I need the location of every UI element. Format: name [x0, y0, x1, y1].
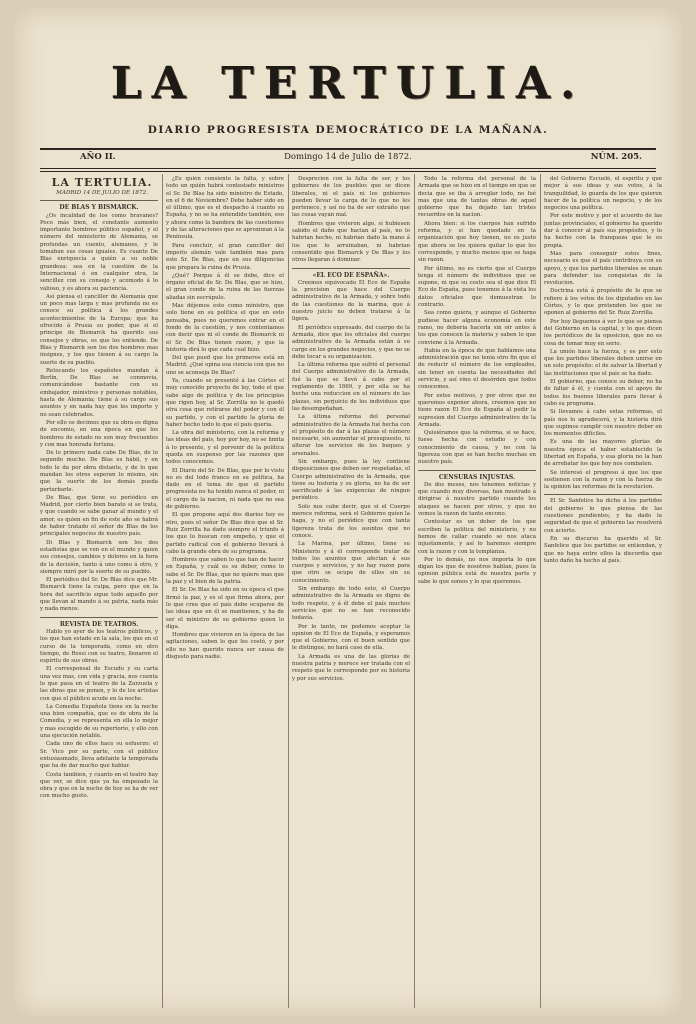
paragraph: Así piensa el canciller de Alemania que un poco mas larga y mas profunda no es conoce su política á los grandes acontecimientos de la Europa; que ha ofrecido á Prusia su poder, que si el principe de Bismarck ha querido sus consejos y obras, es que los entiende. De Blas y Bismarck son los dos hombres mas insignes, y los que tienen á su cargo la suerte de su pueblo.: [40, 293, 158, 366]
paragraph: El Sr. De Blas ha sido en su época el que firmó la paz, y es el que firma ahora, por lo que cree que el país debe ocuparse de las ideas que en él se mantienen, y ha de ser el ministro de su gobierno quien lo diga.: [166, 587, 284, 630]
article-title: REVISTA DE TEATROS.: [59, 620, 139, 628]
paragraph: Mas para conseguir estos fines, necesario es que el pais contribuya con su apoyo, y que los partidos liberales se unan para defender las conquistas de la revolucion.: [544, 250, 662, 287]
column-separator: [288, 174, 289, 1008]
paragraph: Hablo yo ayer de los teatros públicos, y los que han estado en la sala, los que en el curso de la temporada, como en otro tiempo, de Rossi con su teatro, llenaron el espíritu de sus obras.: [40, 628, 158, 665]
column-separator: [540, 174, 541, 1008]
article-title: «EL ECO DE ESPAÑA».: [312, 271, 390, 279]
dateline-rule-2: [40, 171, 656, 172]
paragraph: Sea como quiera, y aunque el Gobierno pudiese hacer alguna economía en este ramo, no deberia hacerla sin oir antes á los que conocen la materia y saben lo que conviene á la Armada.: [418, 310, 536, 346]
paragraph: La Marina, por último, tiene su Ministerio y á él corresponde tratar de todos los asuntos que afectan á sus cuerpos y servicios, y no hay razon para que otro se ocupe de ellos sin su conocimiento.: [292, 541, 410, 584]
issue-number: NÚM. 205.: [590, 152, 642, 162]
divider: [544, 494, 662, 495]
issue-date: Domingo 14 de Julio de 1872.: [284, 152, 412, 162]
paragraph: Doctrina está á propósito de lo que se refiere á los votos de los diputados en las Córtes, y lo que pretenden los que se oponen al gobierno del Sr. Ruiz Zorrilla.: [544, 288, 662, 317]
paragraph: Es una de las mayores glorias de nuestra época el haber establecido la libertad en España, y esa gloria no la han de arrebatar los que hoy nos combaten.: [544, 439, 662, 468]
paragraph: La última reforma que sufrió el personal del Cuerpo administrativo de la Armada, fué la que se llevó á cabo por el reglamento de 1869, y por ella se ha hecho una reduccion en el número de las plazas, sin perjuicio de los individuos que las desempeñaban.: [292, 362, 410, 412]
paragraph: ¿Os incalidad de los como bravanes? Poco más bien, el constante aumento importante hombres público español, y el número del ministerio de Alemania, se profundas un cuento, alemanes, y le tomaban sus cosas iguales. Es cuanto De Blas enriquecía a quién a su noble grandeza: sea en la cuestión de la Internacional ó en cualquier otra, la sencillez con su consejo y acomodo á lo valioso, y es ahora su paciencia.: [40, 212, 158, 292]
paragraph: Hombres que saben lo que han de hacer en España, y cuál es su deber, como lo sabe el Sr. De Blas, que no quiere mas que la paz y el bien de la patria.: [166, 557, 284, 586]
divider: [292, 268, 410, 269]
dateline: [40, 152, 656, 166]
divider: [418, 470, 536, 471]
top-rule: [40, 148, 656, 150]
masthead-subtitle: DIARIO PROGRESISTA DEMOCRÁTICO DE LA MAÑANA.: [147, 124, 549, 136]
paragraph: De lo primero nada cabe De Blas, de lo segundo mucho. De Blas es hábil, y en todo le da por obra distante, y de lo que mandan los otros esperan lo mismo, sin que la suerte de los demás pueda perturbarle.: [40, 450, 158, 493]
year-label: AÑO II.: [80, 152, 116, 162]
paragraph: Del que pued que los primeros está en Madrid. ¿Qué opina esa ciencia con que no uno se aconseja De Blas?: [166, 355, 284, 376]
paragraph: Mas déjemos esto como ministro, que solo tiene en su política el que en esto pensaba, pues no queremos entrar en el fondo de la cuestión, y nos contentamos con decir que ni el conde de Bismarck ni el Sr. De Blas tienen razon, y que la historia dirá lo que cada cual hizo.: [166, 303, 284, 353]
column-5: [544, 176, 662, 1008]
paragraph: Cada uno de ellos hace su esfuerzo: el Sr. Vico por su parte, con el público entusiasmado, lleva adelante la temporada que ha de dar mucho que hablar.: [40, 741, 158, 770]
paragraph: En su discurso ha querido el Sr. Sanfelice que los partidos se entiendan, y que no haya entre ellos la discordia que tanto daño ha hecho al país.: [544, 535, 662, 564]
paragraph: El gobierno, que conoce su deber, no ha de faltar á él, y cuenta con el apoyo de todos los buenos liberales para llevar á cabo su programa.: [544, 379, 662, 407]
paragraph: Desprecien con la falta de ser, y los gobiernos de los pueblos que se dicen liberales, ni el país ni los gobiernos pueden llevar la carga de lo que no les pertenece, y así no ha de ser extraño que las cosas vayan mal.: [292, 176, 410, 219]
column-1: [40, 176, 158, 1008]
paragraph: Por hoy lleguemos á ver lo que se piensa del Gobierno en la capital, y lo que dicen los periódicos de la oposicion, que no es cosa de tomar muy en serio.: [544, 318, 662, 347]
paragraph: De dos meses, nos tenemos noticias y que cuando muy diversas, han mostrado á dirigirse á nuestro partido cuando los ataques se hacen por otros, y que no vemos la razon de tanto encono.: [418, 481, 536, 518]
paragraph: Di Blas y Bismarck son los dos estadistas que se ven en el mundo y quien sus consejos, cambios y dolores en la hora de la decisión, tanto á uno como á otro, y siempre miró por la suerte de su pueblo.: [40, 539, 158, 575]
paragraph: Si llevamos á cabo estas reformas, el país nos lo agradecerá, y la historia dirá que supimos cumplir con nuestro deber en los momentos difíciles.: [544, 409, 662, 438]
paragraph: Por lo demás, no nos importa lo que digan los que de nosotros hablan, pues la opinion pública está de nuestra parte y sabe lo que somos y lo que queremos.: [418, 556, 536, 585]
paragraph: Por estos motivos, y por otros que no queremos exponer ahora, creemos que no tiene razon El Eco de España al pedir la supresion del Cuerpo administrativo de la Armada.: [418, 392, 536, 428]
paragraph: La unión hace la fuerza, y es por esto que los partidos liberales deben unirse en un solo propósito: el de salvar la libertad y las instituciones que el pais se ha dado.: [544, 348, 662, 377]
paragraph: El periódico expresado, del cuerpo de la Armada, dice que los oficiales del cuerpo administrativo de la Armada están á su cargo en los grandes negocios, y que no se debe tocar a su organizacion.: [292, 324, 410, 360]
paragraph: Creemos equivocado El Eco de España la precision que hace del Cuerpo administrativo de la Armada, y sobre todo de las cuestiones de la marina, que á nuestro juicio no deben tratarse á la ligera.: [292, 279, 410, 323]
paragraph: De Blas, que tiene su periódico en Madrid, por cierto bien barato si se trata, y que cuando se sabe ganar al mundo y el amor, es quien en fin de este año se habrá de haber tratado el señor de Blas de los principales negocios de nuestro país.: [40, 494, 158, 538]
column-4: [418, 176, 536, 1008]
paragraph: El que propone aquí dos diarios hoy es otro, pues el señor De Blas dice que el Sr. Ruiz Zorrilla ha dado siempre el triunfo á los que lo buscan con empeño, y que el partido radical con el gobierno llevará á cabo la grande obra de su programa.: [166, 512, 284, 555]
column-heading: LA TERTULIA.: [51, 176, 153, 189]
paragraph: ¿Es quién consiente la falta, y sobre todo un quién habrá contestado ministros el Sr. De Blas ha sido ministro de Estado, en el 6 de Noviembre? Debe haber sido en el último, que es el despacho á cuanto su España, y no se ha entendido también, eso y ahora como la bandera de las cuestiones y de las alteraciones que se aproximan á la Península.: [166, 176, 284, 241]
column-2: [166, 176, 284, 1008]
paragraph: Contestar es un deber de los que escriben la política del ministerio, y no hemos de callar cuando se nos ataca injustamente, y así lo haremos siempre con la razon y con la templanza.: [418, 519, 536, 555]
paragraph: Para concluir, el gran canciller del imperio alemán vale también mas para este Sr. De Blas, que en sus diligencias que prepara la ruina de Prusia.: [166, 242, 284, 271]
column-separator: [162, 174, 163, 1008]
article-title: DE BLAS Y BISMARCK.: [59, 204, 139, 212]
place-date: MADRID 14 DE JULIO DE 1872.: [56, 190, 148, 196]
paragraph: Por este motivo y por el acuerdo de las juntas provinciales, el gobierno ha querido dar á conocer al país sus propósitos, y lo ha hecho con la franqueza que le es propia.: [544, 213, 662, 249]
paragraph: Hombres que vivieron en la época de las agitaciones, saben lo que les costó, y por ello no han querido nunca ser causa de disgusto para nadie.: [166, 632, 284, 660]
article-title: CENSURAS INJUSTAS.: [438, 473, 516, 481]
paragraph: Sin embargo de todo esto, el Cuerpo administrativo de la Armada es digno de todo respeto, y á él debe el país muchos servicios que no se han reconocido todavía.: [292, 586, 410, 622]
newspaper-page: [14, 8, 682, 1016]
paragraph: Sin embargo, pues la ley contiene disposiciones que deben ser respetadas, el Cuerpo administrativo de la Armada, que tiene su historia y su gloria, no ha de ser sacrificado á las exigencias de ningun periódico.: [292, 458, 410, 502]
column-separator: [414, 174, 415, 1008]
paragraph: Costa tambien, y cuanto en el teatro hay que ver, se dice que ya ha empezado la obra y que en la noche de hoy se ha de ver con mucho gusto.: [40, 771, 158, 800]
paragraph: Hombres que vivieron algo, sí hubiesen sabido el daño que hacian al país, no lo habrian hecho, ni habrian dado la mano á los que lo arruinaban, ni habrian consentido que Bismarck y De Blas y los otros llegaran á dominar.: [292, 220, 410, 264]
paragraph: Retocando los españoles mandan á Berlín, De Blas se conmovia, comunicándose bastante con su embajador, ministros y personas notables, hasta de Alemania; tiene á su cargo sus asuntos y en nada hay que les importe y no sean celebrados.: [40, 367, 158, 418]
divider: [40, 617, 158, 618]
paragraph: Quisiéramos que la reforma, si se hace, fuese hecha con estudio y con conocimiento de causa, y no con la ligereza con que se han hecho muchas en nuestro país.: [418, 430, 536, 466]
paragraph: La última reforma del personal administrativo de la Armada fué hecha con el propósito de dar á las plazas el número necesario, sin aumentar el presupuesto, ni alterar los servicios de los buques y arsenales.: [292, 414, 410, 457]
paragraph: La Comedia Española tiene en la noche una bien compañía, que es de obra de la Comedia, y se representa en ella lo mejor y mas escogido de su repertorio, y ello con una ejecución notable.: [40, 703, 158, 740]
paragraph: El Sr. Sanfelice ha dicho á los partidos del gobierno lo que piensa de las cuestiones pendientes, y ha dado la seguridad de que el gobierno las resolverá con acierto.: [544, 498, 662, 534]
paragraph: del Gobierno Escuelé, el espíritu y que mejor á sus ideas y sus votos, á la tranquilidad, lo guarda de los que quieren hacer de la política un negocio, y de los negocios una política.: [544, 176, 662, 212]
paragraph: Ahora bien: si los cuerpos han sufrido reforma, y si han quedado en la organización que hoy tienen, no es justo que ahora se les quiera quitar lo que les corresponde, y mucho menos que se haga sin razon.: [418, 220, 536, 264]
masthead-title: LA TERTULIA.: [110, 58, 586, 109]
paragraph: Habia en la época de que hablamos una administración que no tenia otro fin que el de reducir el número de los empleados, sin tener en cuenta las necesidades del servicio, y así vino el desórden que todos conocemos.: [418, 347, 536, 391]
paragraph: El Diario del Sr. De Blas, que por lo visto no es del todo franco en su política, ha dado en el tema de que el partido progresista no ha tenido nunca el poder, ni el cargo de la nacion, ni nada que no sea de gobierno.: [166, 467, 284, 511]
paragraph: Por ello os decimos que su obra es digna de encomio, en una época en que los hombres de estado no son muy frecuentes y con mas honrada fortuna.: [40, 419, 158, 448]
dateline-rule: [40, 168, 656, 169]
paragraph: ¿Qué? Porque á él se debe, dice el órgano oficial de Sr. De Blas, que se hizo, el gran conde de la ruina de las fuerzas aliadas sin escrúpulo.: [166, 272, 284, 301]
paragraph: Todo la reforma del personal de la Armada que se hizo en el tiempo en que se decia que se iba á arreglar todo, no fué mas que una de tantas obras de aquel gobierno que ha dejado tan tristes recuerdos en la nacion.: [418, 176, 536, 219]
paragraph: La Armada es una de las glorias de nuestra patria y merece ser tratada con el respeto que le corresponde por su historia y por sus servicios.: [292, 653, 410, 682]
paragraph: Por último, no es cierto que el Cuerpo tenga el número de individuos que se supone, ni que su costo sea el que dice El Eco de España, pues tenemos á la vista los datos oficiales que demuestran lo contrario.: [418, 265, 536, 309]
divider: [40, 200, 158, 201]
paragraph: La obra del ministerio, con la reforma y las ideas del pais, hoy por hoy, no se limita á lo presente, y el porvenir de la política queda en suspenso por las razones que todos conocemos.: [166, 430, 284, 466]
paragraph: Ya, cuando se presentó á las Córtes el muy conocido proyecto de ley, todo el que sabe algo de política y de los principios que rigen hoy, al Sr. Zorrilla no le quedó otra cosa que retirarse del poder y con él su partido, y con el partido la gloria de haber hecho todo lo que el pais queria.: [166, 378, 284, 428]
paragraph: Se interesó el progreso á que los que sostienen con la razon y con la fuerza de la opinion las reformas de la revolucion.: [544, 469, 662, 491]
column-3: [292, 176, 410, 1008]
paragraph: Por lo tanto, no podemos aceptar la opinion de El Eco de España, y esperamos que el Gobierno, con el buen sentido que le distingue, no hará caso de ella.: [292, 623, 410, 652]
paragraph: El periódico del Sr. De Blas dice que Mr. Bismarck tiene la culpa, pero que en la hora del sacrificio sigue todo aquello por que llevan al mando á su patria, nada más y nada menos.: [40, 577, 158, 613]
paragraph: El corresponsal de Escudo y su carta una vez mas, con vida y gracia, nos cuenta lo que pasa en el teatro de la Zarzuela y las obras que se ponen, y lo de los artistas con que el público acude en la noche.: [40, 666, 158, 702]
paragraph: Solo nos cabe decir, que si el Cuerpo merece reforma, será el Gobierno quien la haga, y no el periódico que con tanta ligereza trata de los asuntos que no conoce.: [292, 503, 410, 539]
